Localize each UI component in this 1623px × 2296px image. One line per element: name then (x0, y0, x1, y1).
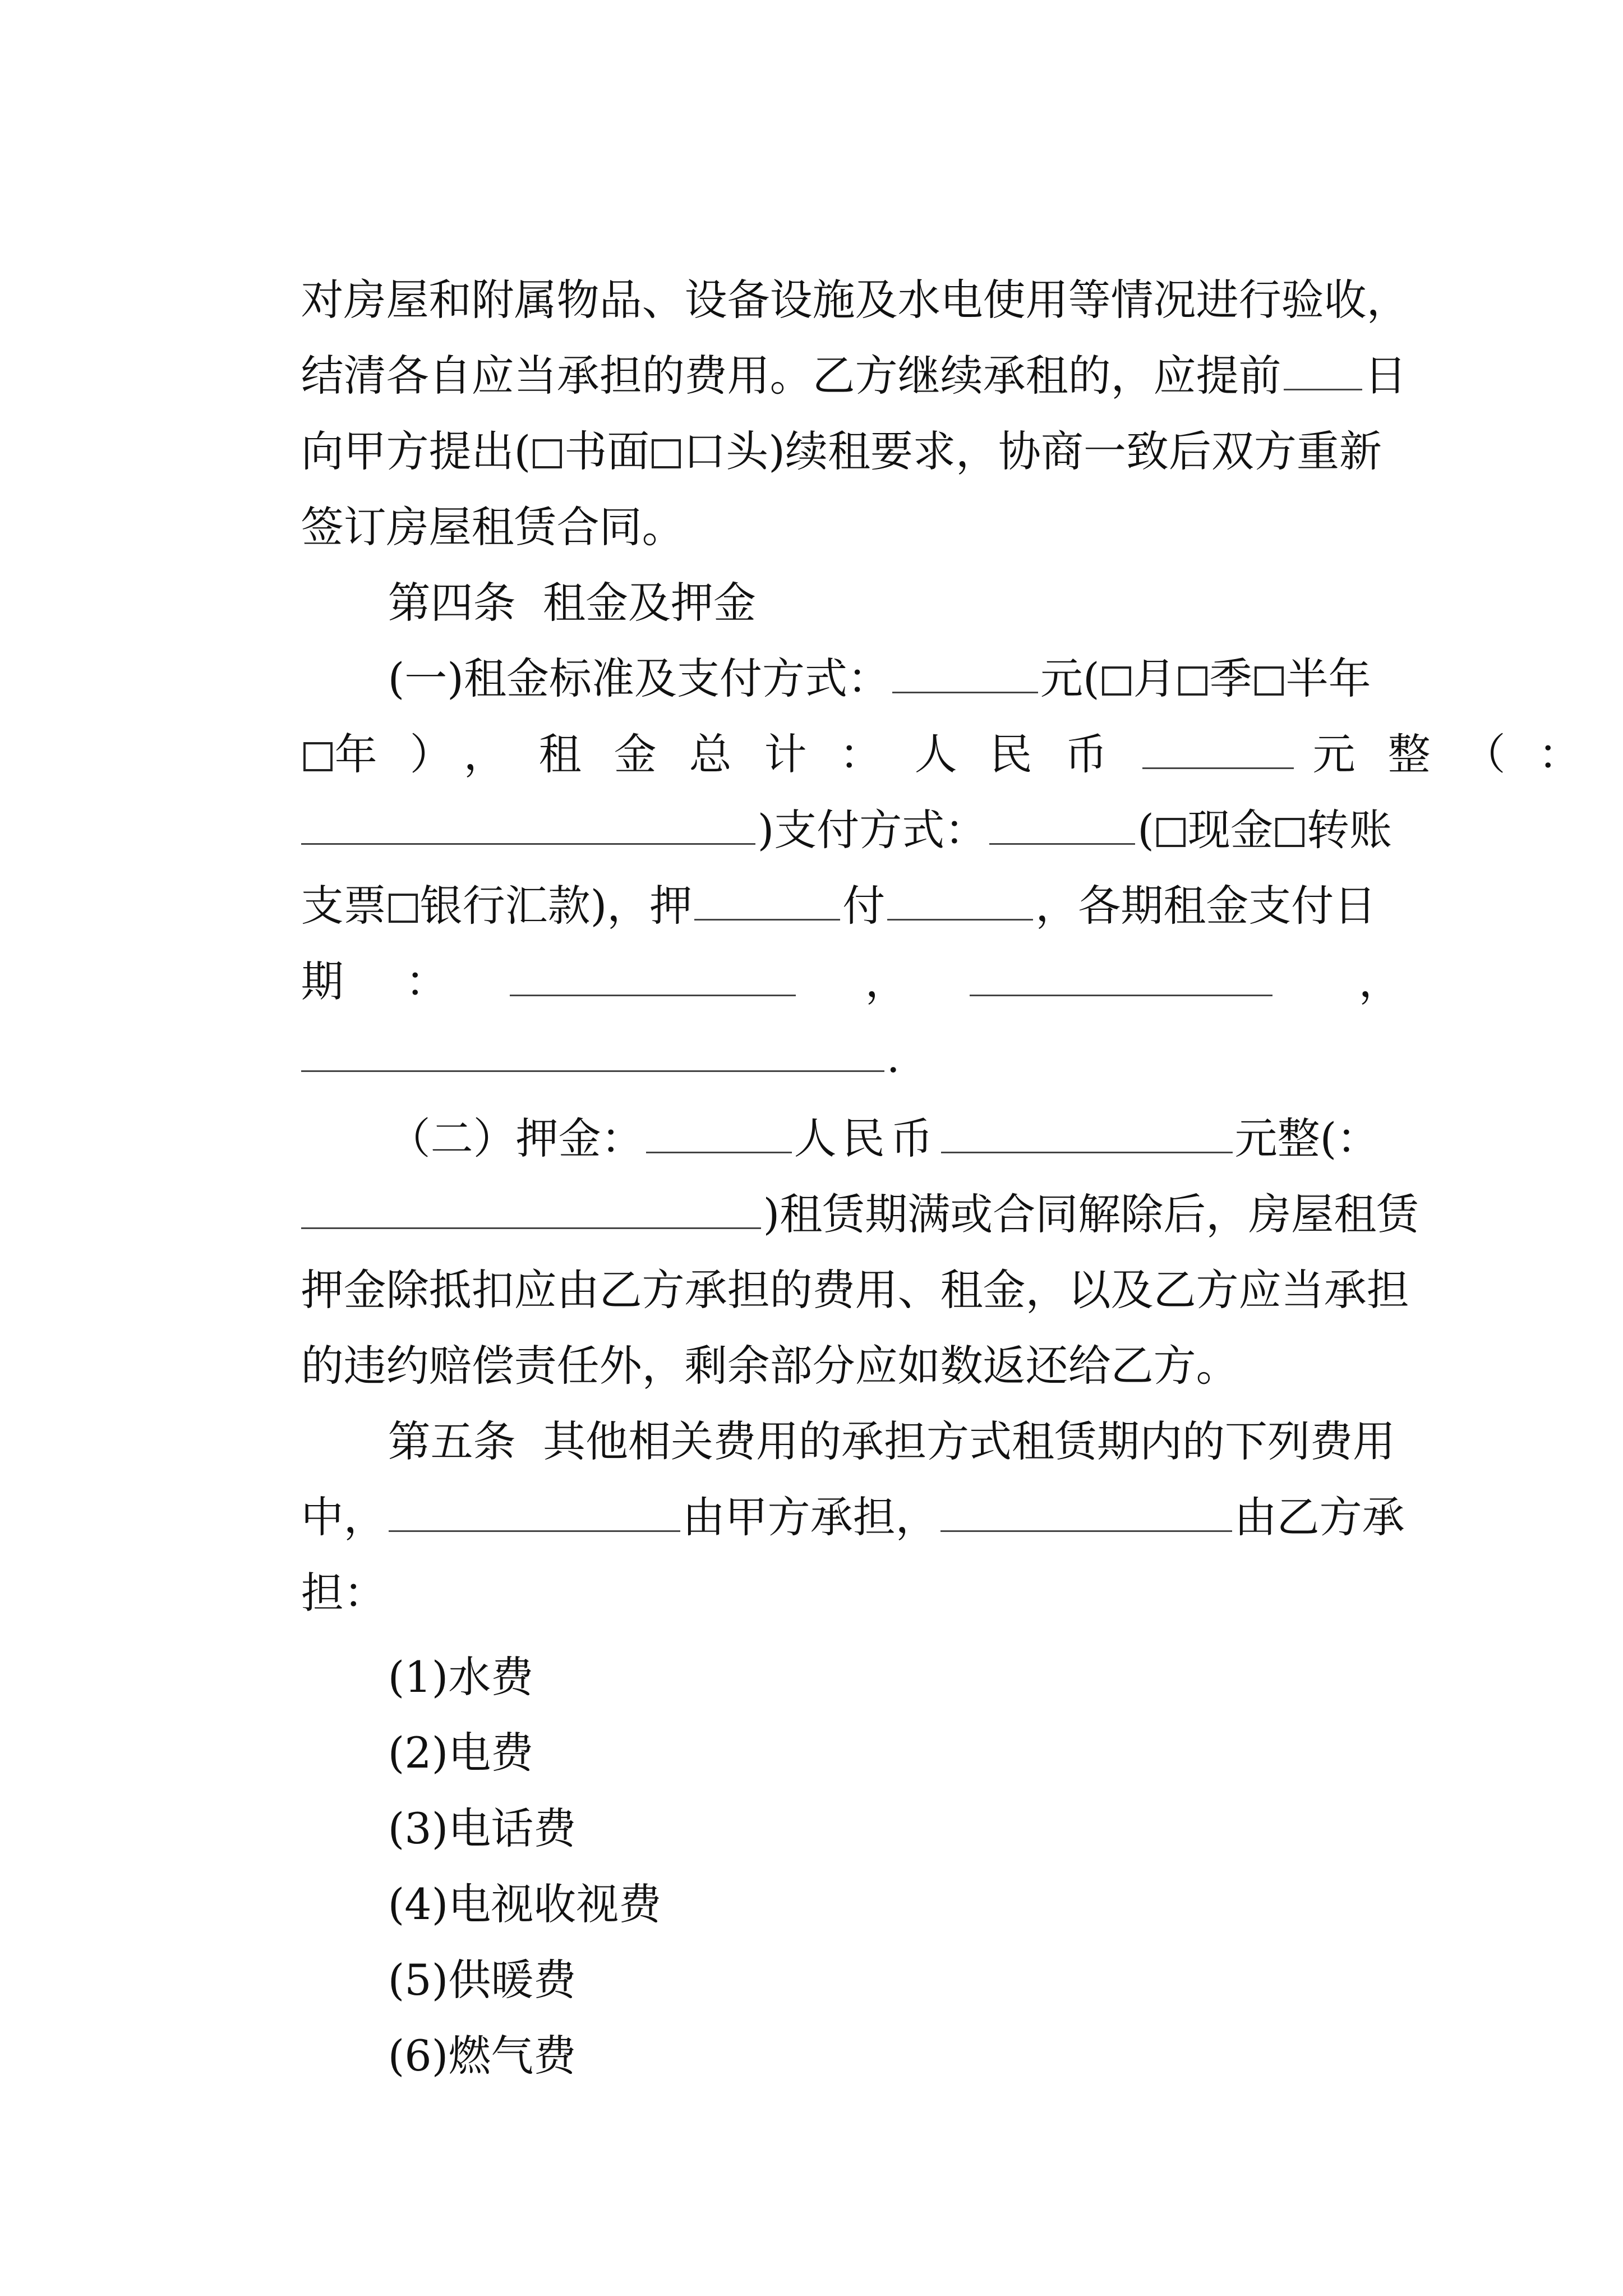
list-item-text: (6)燃气费 (388, 2031, 577, 2081)
text-segment: 年）， (334, 729, 539, 779)
text-line-content: 对房屋和附属物品、设备设施及水电使用等情况进行验收， (301, 275, 1409, 325)
text-segment: . (886, 1032, 900, 1082)
text-segment: 支票 (301, 881, 386, 931)
text-segment: 元整（： (1312, 729, 1613, 779)
text-segment: ( (1137, 805, 1154, 855)
list-item-text: (5)供暖费 (388, 1955, 577, 2005)
fill-in-blank[interactable] (940, 1491, 1232, 1532)
text-segment: 由乙方承 (1234, 1492, 1405, 1542)
text-segment: 现金 (1187, 805, 1273, 855)
heading-text: 第五条 其他相关费用的承担方式租赁期内的下列费用 (388, 1416, 1395, 1466)
text-line-content: 的违约赔偿责任外，剩余部分应如数返还给乙方。 (301, 1341, 1239, 1391)
heading-text: 第四条 租金及押金 (388, 578, 756, 628)
text-segment: (一)租金标准及支付方式： (388, 654, 890, 703)
text-line-content: 押金除抵扣应由乙方承担的费用、租金，以及乙方应当承担 (301, 1265, 1409, 1315)
text-segment: ： (405, 956, 448, 1006)
text-segment: )租赁期满或合同解除后，房屋租赁 (763, 1189, 1419, 1239)
text-segment: 转账 (1306, 805, 1392, 855)
text-segment: 由甲方承担， (682, 1492, 938, 1542)
text-segment: ， (1358, 956, 1401, 1006)
list-item (334, 1972, 576, 2140)
text-line-content: 签订房屋租赁合同。 (301, 502, 685, 552)
text-segment: （二）押金： (388, 1114, 644, 1163)
text-segment: 中， (301, 1492, 386, 1542)
fill-in-blank[interactable] (970, 955, 1272, 996)
text-segment: 季 (1209, 654, 1252, 703)
text-segment: 结清各自应当承担的费用。乙方继续承租的，应提前 (301, 351, 1281, 401)
text-segment: ， (865, 956, 908, 1006)
fill-in-blank[interactable] (389, 1491, 680, 1532)
list-item-text: (1)水费 (388, 1652, 534, 1702)
text-segment: 银行汇款)，押 (419, 881, 693, 931)
list-item-text: (4)电视收视费 (388, 1879, 662, 1929)
text-segment: 人民币 (794, 1114, 939, 1163)
text-segment: 口头)续租要求，协商一致后双方重新 (683, 426, 1382, 476)
text-segment: )支付方式： (757, 805, 988, 855)
text-segment: 向甲方提出( (301, 426, 531, 476)
text-line-content: 担： (301, 1568, 386, 1618)
text-line (247, 1433, 1405, 1602)
text-segment: 期 (301, 956, 344, 1006)
text-segment: 半年 (1285, 654, 1371, 703)
text-segment: 付 (842, 881, 886, 931)
list-item-text: (3)电话费 (388, 1803, 577, 1853)
text-segment: 元( (1040, 654, 1100, 703)
text-segment: 书面 (564, 426, 650, 476)
text-segment: 元整(： (1234, 1114, 1380, 1163)
list-item-text: (2)电费 (388, 1728, 534, 1778)
text-segment: ，各期租金支付日 (1035, 881, 1377, 931)
text-segment: 月 (1133, 654, 1176, 703)
text-segment: 日 (1364, 351, 1407, 401)
text-segment: 租金总计：人民币 (538, 729, 1140, 779)
